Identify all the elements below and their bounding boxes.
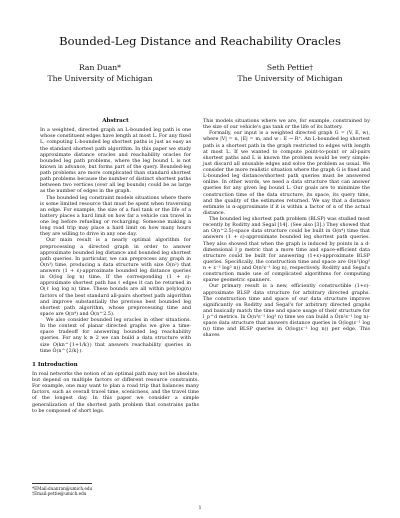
- author-affiliation: The University of Michigan: [237, 74, 343, 83]
- paper-title: Bounded-Leg Distance and Reachability Oracles: [59, 34, 341, 48]
- left-column: [32, 118, 199, 414]
- author-name: Seth Pettie†: [266, 63, 314, 72]
- body-paragraph: Our primary result is a new, efficiently constructible (1+ε)-approximate BLSP data structure for arbitrary directed graphs. The construction time and space of our data structure improve significantly on Roditty and Segal's for arbitrary directed graphs and basically match the time and space usage of their structure for l_p^d metrics. In Õ(n³ε⁻¹ log³ n) time we can build a Õ(n²ε⁻¹ log n)-space data structure that answers distance queries in O(log(ε⁻¹ log n)) time and BLSP queries in O(log(ε⁻¹ log n)) per edge. This shaves: [203, 283, 370, 339]
- body-paragraph: Formally, our input is a weighted directed graph G = (V, E, w), where |V| = n, |E| = m, and w : E → R⁺. An L-bounded leg shortest path is a shortest path in the graph restricted to edges with length at most L. If we wanted to compute point-to-point or all-pairs shortest paths and L is known the problem would be very simple: just discard all unusable edges and solve the problem as usual. We consider the more realistic situation where the graph G is fixed and L-bounded leg distance/shortest path queries must be answered online. In other words, we need a data structure that can answer queries for any given leg bound L. Our goals are to minimize the construction time of the data structure, its space, its query time, and the quality of the estimates returned. We say that a distance estimate is α-approximate if it is within a factor of α of the actual distance.: [203, 130, 370, 216]
- intro-paragraph: In real networks the notion of an optimal path may not be absolute, but depend on multiple factors or different resource constraints. For example, one may want to plan a road trip that balances many factors, such as overall travel time, scenicness, and the travel time of the longest day. In this paper we consider a simple generalization of the shortest path problem that constrains paths to be composed of short legs.: [32, 370, 199, 414]
- abstract-paragraph: In a weighted, directed graph an L-bounded leg path is one whose constituent edges have length at most L. For any fixed L, computing L-bounded leg shortest paths is just as easy as the standard shortest path algorithm. In this paper we study approximate distance oracles and reachability oracles for bounded leg path problems, where the leg bound L is not known in advance, but forms part of the query. Bounded-leg path problems are more complicated than standard shortest path problems because the number of distinct shortest paths between two vertices (over all leg bounds) could be as large as the number of edges in the graph.: [40, 127, 191, 195]
- author-affiliation: The University of Michigan: [47, 74, 153, 83]
- footnote-rule: [32, 483, 92, 484]
- footnotes: [32, 483, 199, 497]
- abstract-paragraph: Our main result is a nearly optimal algorithm for preprocessing a directed graph in order to answer approximate bounded leg distance and bounded leg shortest path queries. In particular, we can preprocess any graph in Õ(n³) time, producing a data structure with size Õ(n²) that answers (1 + ε)-approximate bounded leg distance queries in O(log log n) time. If the corresponding (1 + ε)-approximate shortest path has ℓ edges it can be returned in O(ℓ log log n) time. These bounds are all within polylog(n) factors of the best standard all-pairs shortest path algorithm and improve substantially the previous best bounded leg shortest path algorithm, whose preprocessing time and space are O(n⁴) and Õ(n^2.5).: [40, 237, 191, 317]
- footnote: *EMail:duanran@umich.edu: [32, 486, 93, 491]
- footnote: †Email:pettie@umich.edu: [32, 491, 87, 497]
- abstract-paragraph: The bounded leg constraint models situations where there is some limited resource that must be spent when traversing an edge. For example, the size of a fuel tank or the life of a battery places a hard limit on how far a vehicle can travel in one leg before refueling or recharging. Someone making a long road trip may place a hard limit on how many hours they are willing to drive in any one day.: [40, 194, 191, 238]
- abstract-heading: Abstract: [102, 118, 129, 124]
- body-paragraph: This models situations where we are, for example, constrained by the size of our vehicle's gas tank or the life of its battery.: [203, 118, 370, 131]
- author-name: Ran Duan*: [79, 63, 121, 72]
- section-heading-introduction: 1 Introduction: [32, 361, 78, 368]
- abstract-body: [40, 127, 191, 354]
- author-block-1: [20, 62, 180, 84]
- right-column: [203, 118, 370, 339]
- abstract-paragraph: We also consider bounded leg oracles in other situations. In the context of planar directed graphs we give a time-space tradeoff for answering bounded leg reachability queries. For any k ≥ 2 we can build a data structure with size O(kn^{1+1/k}) that answers reachability queries in time Õ(n^{2/k}).: [40, 317, 191, 354]
- body-paragraph: The bounded leg shortest path problem (BLSP) was studied most recently by Roditty and Segal [14]. (See also [3].) They showed that an O(n^2.5)-space data structure could be built in O(n⁴) time that answers (1 + ε)-approximate bounded leg shortest path queries. They also showed that when the graph is induced by points in a d-dimensional l_p metric that a more time and space-efficient data structure could be built for answering (1+ε)-approximate BLSP queries. Specifically, the construction time and space are O(n³(log³ n + ε⁻² log² n)) and O(n²ε⁻¹ log n), respectively. Roditty and Segal's construction made use of complicated algorithms for computing sparse geometric spanners.: [203, 216, 370, 284]
- page-number: 1: [198, 506, 202, 511]
- author-block-2: [210, 62, 370, 84]
